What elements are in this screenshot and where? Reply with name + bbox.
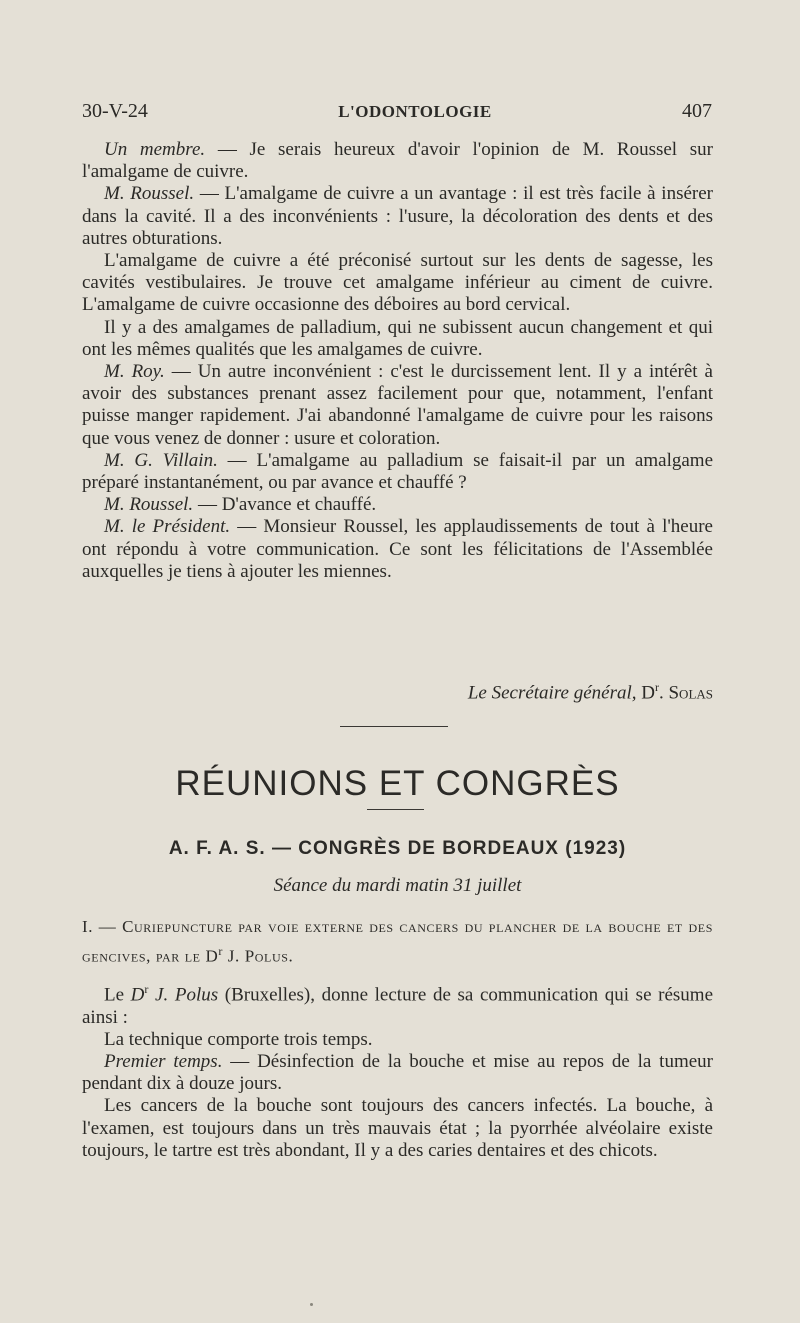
item-author: J. Polus. <box>222 946 294 966</box>
signature <box>82 676 713 705</box>
author-dr-sup: r <box>144 982 149 996</box>
paragraph-text: L'amalgame de cuivre a été préconisé surtout sur les dents de sagesse, les cavités vestibulaires. Je trouve cet amalgame inférieur au ciment de cuivre. L'amalgame de cuivre occasionne des déboires au bord cervical. <box>82 250 713 316</box>
author-name: J. Polus <box>148 984 219 1006</box>
paragraph-text: (Bruxelles), donne lecture de sa communication qui se résume ainsi : <box>82 984 714 1028</box>
page-number: 407 <box>682 100 712 122</box>
session-date: Séance du mardi matin 31 juillet <box>273 875 522 896</box>
paragraph-text: — L'amalgame de cuivre a un avantage : il est très facile à insérer dans la cavité. Il a des inconvénients : l'usure, la décoloration des dents et des autres obturations. <box>82 183 714 249</box>
paragraph <box>82 361 713 450</box>
paragraph <box>82 494 713 516</box>
section-title: RÉUNIONS ET CONGRÈS <box>175 764 620 803</box>
congress-title: A. F. A. S. — CONGRÈS DE BORDEAUX (1923) <box>168 838 627 859</box>
signature-role: Le Secrétaire général, <box>467 682 637 704</box>
author-dr: D <box>130 984 145 1006</box>
paragraph <box>82 139 713 183</box>
paragraph-text: Le <box>104 984 131 1006</box>
paragraph <box>82 1029 713 1051</box>
paragraph <box>82 1051 713 1095</box>
discussion-block <box>82 139 713 583</box>
item-number: I. <box>82 917 94 936</box>
speaker: M. le Président. <box>104 516 231 538</box>
paragraph-text: — Je serais heureux d'avoir l'opinion de M. Roussel sur l'amalgame de cuivre. <box>82 139 713 183</box>
speaker: Un membre. <box>104 139 206 160</box>
separator-rule <box>340 726 448 727</box>
paper-speck <box>310 1303 313 1306</box>
title-underline <box>367 809 424 810</box>
paragraph-text: — D'avance et chauffé. <box>193 494 377 516</box>
paragraph-text: Les cancers de la bouche sont toujours des cancers infectés. La bouche, à l'examen, est toujours dans un très mauvais état ; la pyorrhée alvéolaire existe toujours, le tartre est très abondant, Il y a des caries dentaires et des chicots. <box>82 1095 713 1161</box>
signature-dr-sup: r <box>654 680 659 694</box>
header-date: 30-V-24 <box>82 100 148 122</box>
paragraph-text: — Monsieur Roussel, les applaudissements de tout à l'heure ont répondu à votre communication. Ce sont les félicitations de l'Assemblée auxquelles je tiens à ajouter les miennes. <box>82 516 713 582</box>
paragraph <box>82 978 713 1029</box>
signature-line: Le Secrétaire général, $D^r$. Solas <box>467 680 713 704</box>
running-header <box>82 100 712 126</box>
speaker: M. Roussel. <box>104 494 194 516</box>
journal-title: L'ODONTOLOGIE <box>338 102 492 121</box>
speaker: M. G. Villain. <box>104 449 218 471</box>
paragraph-text: Il y a des amalgames de palladium, qui ne subissent aucun changement et qui ont les mêmes qualités que les amalgames de cuivre. <box>82 316 713 360</box>
communication-body <box>82 978 713 1162</box>
speaker: M. Roy. <box>104 361 165 383</box>
item-dr-sup: r <box>218 944 223 958</box>
step-label: Premier temps. <box>104 1050 223 1072</box>
paragraph <box>82 317 713 361</box>
communication-title <box>82 915 713 969</box>
paragraph <box>82 516 713 583</box>
paragraph-text: La technique comporte trois temps. <box>104 1028 373 1050</box>
paragraph-text: — L'amalgame au palladium se faisait-il par un amalgame préparé instantanément, ou par avance et chauffé ? <box>82 449 714 494</box>
paragraph <box>82 450 713 494</box>
paragraph <box>82 250 713 317</box>
signature-dr: D <box>641 682 655 704</box>
paragraph <box>82 183 713 250</box>
paragraph-text: — Un autre inconvénient : c'est le durcissement lent. Il y a intérêt à avoir des substances prenant assez facilement pour que, notamment, l'enfant puisse manger rapidement. J'ai abandonné l'amalgame de cuivre pour les raisons que vous venez de donner : usure et coloration. <box>82 361 713 449</box>
item-title: — Curiepuncture par voie externe des cancers du plancher de la bouche et des gencives, par le <box>82 917 713 966</box>
paragraph <box>82 1095 713 1162</box>
signature-name: Solas <box>668 682 713 704</box>
paragraph-text: — Désinfection de la bouche et mise au repos de la tumeur pendant dix à douze jours. <box>82 1050 713 1095</box>
item-dr: D <box>205 946 219 966</box>
speaker: M. Roussel. <box>104 183 195 205</box>
